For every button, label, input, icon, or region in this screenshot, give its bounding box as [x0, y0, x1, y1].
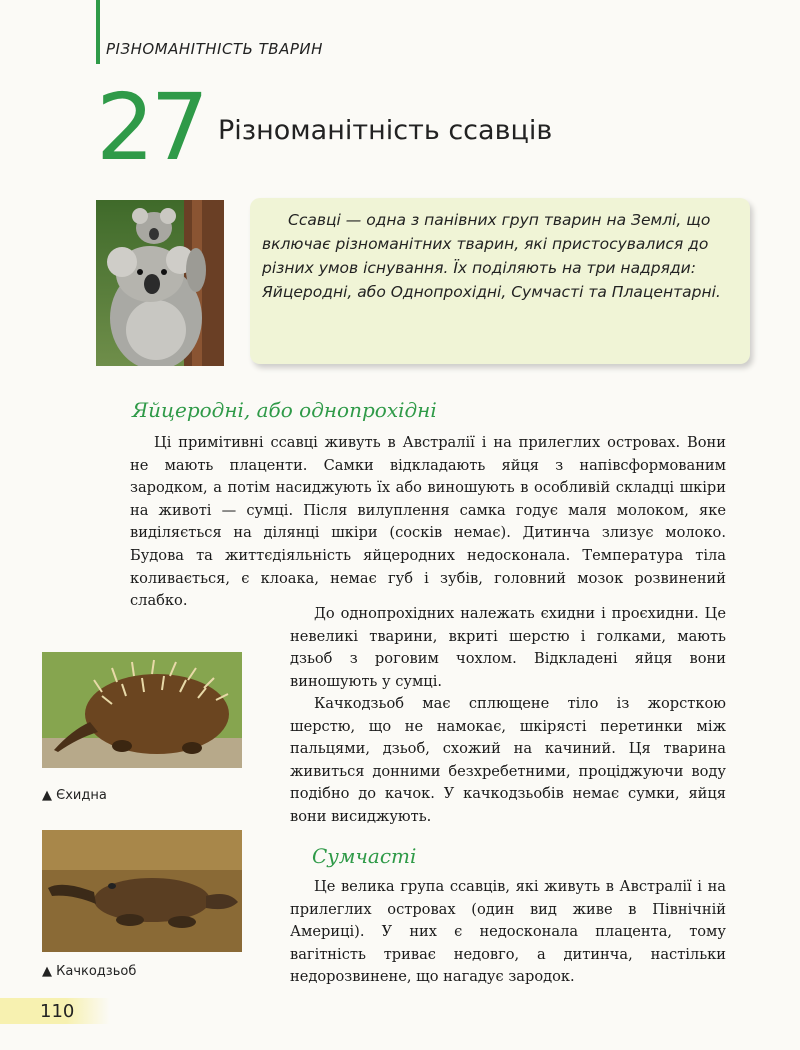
- section-accent-bar: [96, 0, 100, 64]
- caption-platypus: ▲ Качкодзьоб: [42, 964, 137, 979]
- chapter-number: 27: [96, 74, 206, 181]
- intro-text: Ссавці — одна з панівних груп тварин на Землі, що включає різноманітних тварин, які пристосувалися до різних умов існування. Їх поділяють на три надряди: Яйцеродні, або Однопрохідні, Сумчасті та Плацентарні.: [262, 211, 721, 301]
- platypus-photo: [42, 830, 242, 952]
- caption-echidna: ▲ Єхидна: [42, 788, 107, 803]
- subheading-monotremes: Яйцеродні, або однопрохідні: [132, 398, 437, 422]
- subheading-marsupials: Сумчасті: [312, 844, 417, 868]
- section-header: РІЗНОМАНІТНІСТЬ ТВАРИН: [106, 40, 323, 58]
- paragraph-monotremes-intro: Ці примітивні ссавці живуть в Австралії і на прилеглих островах. Вони не мають плаценти. Самки відкладають яйця з напівсформованим зародком, а потім насиджують їх або виношують в особливій складці шкіри на животі — сумці. Після вилуплення самка годує маля молоком, яке виділяється на ділянці шкіри (сосків немає). Дитинча злизує молоко. Будова та життєдіяльність яйцеродних недосконала. Температура тіла коливається, є клоака, немає губ і зубів, головний мозок розвинений слабко.: [130, 434, 726, 610]
- page-number: 110: [40, 1001, 75, 1022]
- paragraph-echidnas: До однопрохідних належать єхидни і проєхидни. Це невеликі тварини, вкриті шерстю і голками, мають дзьоб з роговим чохлом. Відкладені яйця вони виношують у сумці.: [290, 605, 726, 690]
- paragraph-marsupials: Це велика група ссавців, які живуть в Австралії і на прилеглих островах (один вид живе в Північній Америці). У них є недосконала плацента, тому вагітність триває недовго, а дитинча, настільки недорозвинене, що нагадує зародок.: [290, 878, 726, 986]
- chapter-title: Різноманітність ссавців: [218, 115, 553, 146]
- koala-photo: [96, 200, 224, 366]
- paragraph-platypus: Качкодзьоб має сплющене тіло із жорсткою шерстю, що не намокає, шкірясті перетинки між пальцями, дзьоб, схожий на качиний. Ця тварина живиться донними безхребетними, проціджуючи воду подібно до качок. У качкодзьобів немає сумки, яйця вони висиджують.: [290, 695, 726, 825]
- page-number-tab: [0, 998, 110, 1024]
- echidna-photo: [42, 652, 242, 768]
